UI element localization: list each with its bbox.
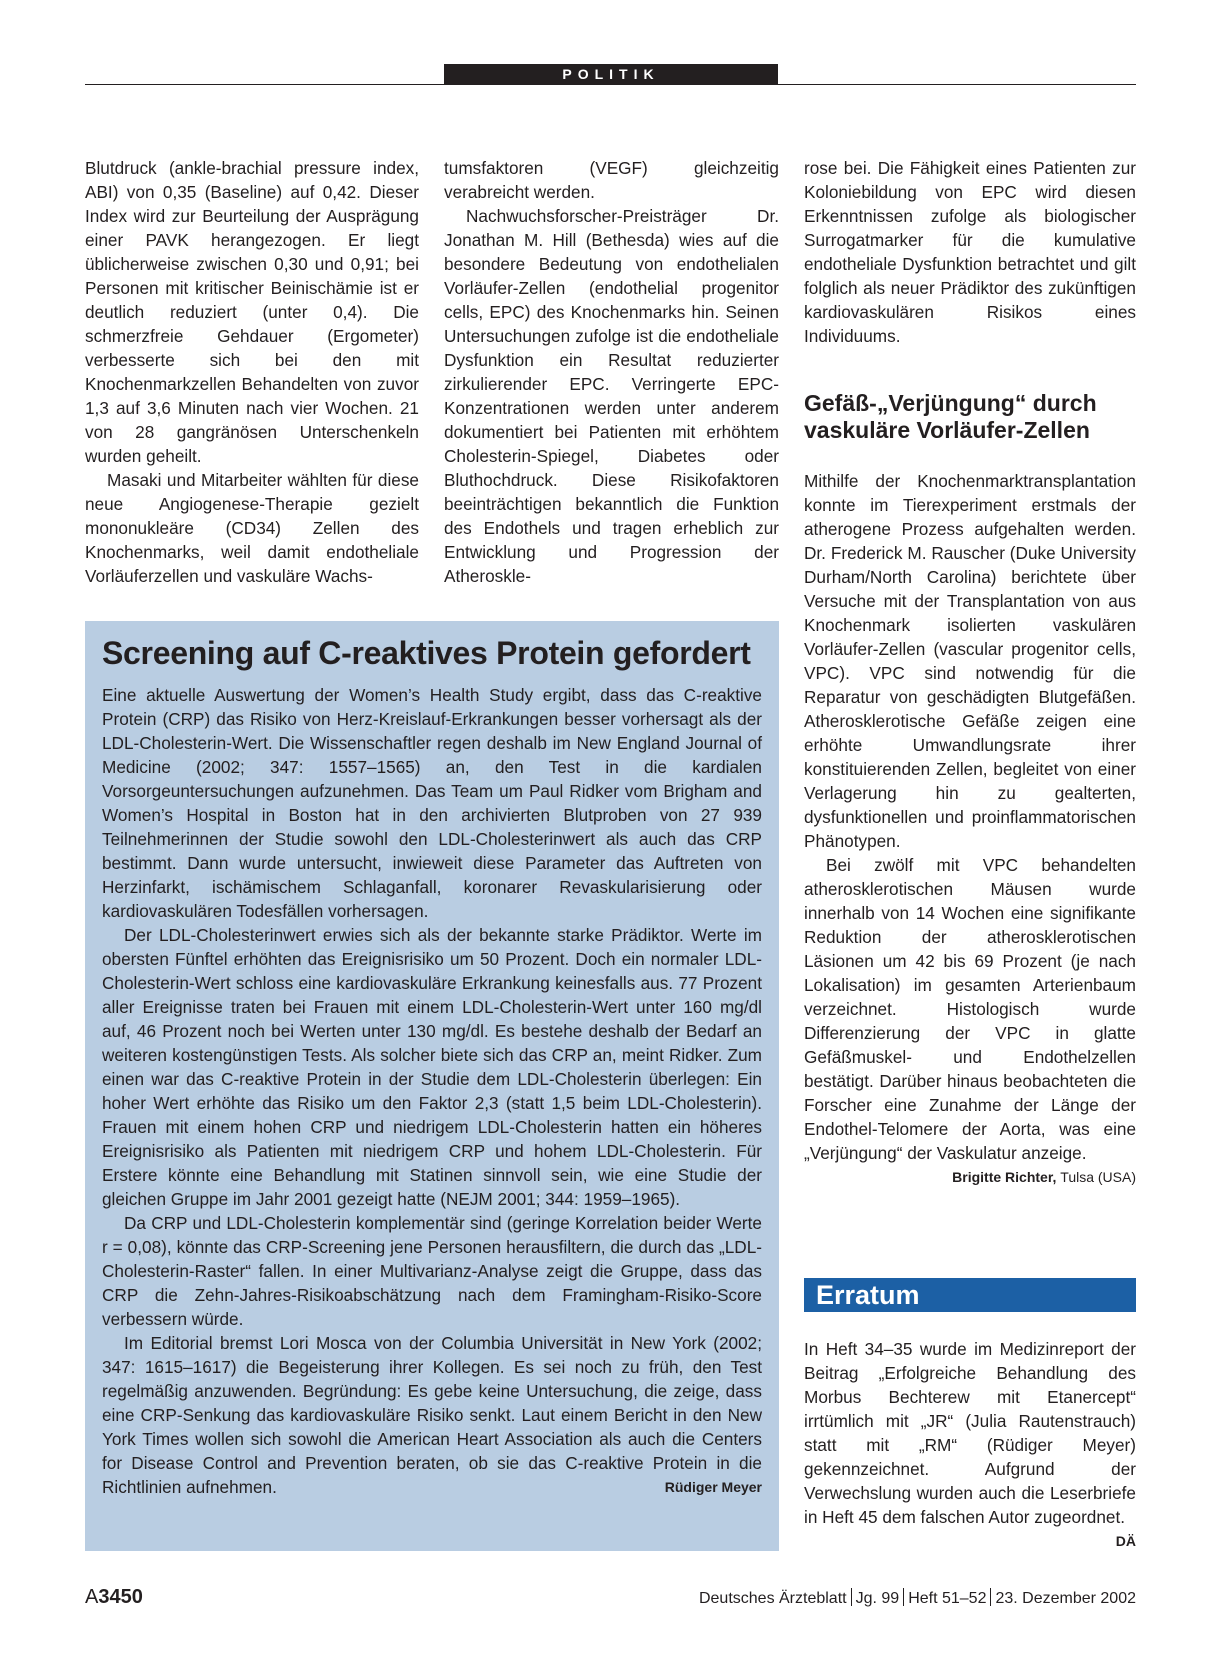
- article-column-3: [804, 156, 1136, 1189]
- volume: Jg. 99: [855, 1590, 900, 1607]
- author-signature: [930, 1165, 1136, 1189]
- box-title: Screening auf C-reaktives Protein gefordert: [102, 635, 751, 671]
- article-column-2: [444, 156, 779, 588]
- footer-meta: [699, 1588, 1136, 1608]
- paragraph: Eine aktuelle Auswertung der Women’s Health Study ergibt, dass das C-reaktive Protein (CRP) das Risiko von Herz-Kreislauf-Erkrankungen besser vorhersagt als der LDL-Cholesterin-Wert. Die Wissenschaftler regen deshalb im New England Journal of Medicine (2002; 347: 1557–1565) an, den Test in die kardialen Vorsorgeuntersuchungen aufzunehmen. Das Team um Paul Ridker vom Brigham and Women’s Hospital in Boston hat in den archivierten Blutproben von 27 939 Teilnehmerinnen der Studie sowohl den LDL-Cholesterinwert als auch das CRP bestimmt. Dann wurde untersucht, inwieweit diese Parameter das Auftreten von Herzinfarkt, ischämischem Schlaganfall, koronarer Revaskularisierung oder kardiovaskulären Todesfällen vorhersagen.: [102, 685, 762, 921]
- box-author: Rüdiger Meyer: [664, 1479, 762, 1495]
- author-name: Brigitte Richter,: [952, 1169, 1057, 1185]
- box-text: [102, 683, 762, 1499]
- page-prefix: A: [85, 1586, 99, 1608]
- paragraph: [102, 1331, 762, 1499]
- erratum-signature: DÄ: [1115, 1533, 1136, 1549]
- page-number-value: 3450: [98, 1586, 143, 1608]
- paragraph: [804, 853, 1136, 1185]
- paragraph: [804, 1337, 1136, 1549]
- paragraph-text: Bei zwölf mit VPC behandelten atherosklerotischen Mäusen wurde innerhalb von 14 Wochen eine signifikante Reduktion der atherosklerotischen Läsionen um 42 bis 69 Prozent (je nach Lokalisation) im gesamten Arterienbaum verzeichnet. Histologisch wurde Differenzierung der VPC in glatte Gefäßmuskel- und Endothelzellen bestätigt. Darüber hinaus beobachteten die Forscher eine Zunahme der Länge der Endothel-Telomere der Aorta, was eine „Verjüngung“ der Vaskulatur anzeige.: [804, 855, 1136, 1163]
- erratum-heading: Erratum: [804, 1278, 1136, 1312]
- paragraph-text: Im Editorial bremst Lori Mosca von der Columbia Universität in New York (2002; 347: 1615–1617) die Begeisterung ihrer Kollegen. Es sei noch zu früh, den Test regelmäßig anzuwenden. Begründung: Es gebe keine Untersuchung, die zeige, dass eine CRP-Senkung das kardiovaskuläre Risiko senkt. Laut einem Bericht in den New York Times wollen sich sowohl die American Heart Association als auch die Centers for Disease Control and Prevention beraten, ob sie das C-reaktive Protein in die Richtlinien aufnehmen.: [102, 1333, 762, 1497]
- article-column-1: [85, 156, 419, 588]
- divider: [903, 1588, 904, 1606]
- page-number: [85, 1586, 143, 1609]
- paragraph: Nachwuchsforscher-Preisträger Dr. Jonathan M. Hill (Bethesda) wies auf die besondere Bedeutung von endothelialen Vorläufer-Zellen (endothelial progenitor cells, EPC) des Knochenmarks hin. Seinen Untersuchungen zufolge ist die endotheliale Dysfunktion ein Resultat reduzierter zirkulierender EPC. Verringerte EPC-Konzentrationen werden unter anderem dokumentiert bei Patienten mit erhöhtem Cholesterin-Spiegel, Diabetes oder Bluthochdruck. Diese Risikofaktoren beeinträchtigen bekanntlich die Funktion des Endothels und tragen erheblich zur Entwicklung und Progression der Atheroskle-: [444, 206, 779, 586]
- paragraph: Masaki und Mitarbeiter wählten für diese neue Angiogenese-Therapie gezielt mononukleäre (CD34) Zellen des Knochenmarks, weil damit endotheliale Vorläuferzellen und vaskuläre Wachs-: [85, 470, 419, 586]
- paragraph: tumsfaktoren (VEGF) gleichzeitig verabreicht werden.: [444, 158, 779, 202]
- issue: Heft 51–52: [908, 1590, 987, 1607]
- divider: [851, 1588, 852, 1606]
- paragraph: Blutdruck (ankle-brachial pressure index, ABI) von 0,35 (Baseline) auf 0,42. Dieser Index wird zur Beurteilung der Ausprägung einer PAVK herangezogen. Er liegt üblicherweise zwischen 0,30 und 0,91; bei Personen mit kritischer Beinischämie ist er deutlich reduziert (unter 0,4). Die schmerzfreie Gehdauer (Ergometer) verbesserte sich bei den mit Knochenmarkzellen Behandelten von zuvor 1,3 auf 3,6 Minuten nach vier Wochen. 21 von 28 gangränösen Unterschenkeln wurden geheilt.: [85, 158, 419, 466]
- erratum-body: [804, 1337, 1136, 1553]
- crp-info-box: [85, 621, 779, 1551]
- date: 23. Dezember 2002: [995, 1590, 1136, 1607]
- paragraph: Mithilfe der Knochenmarktransplantation konnte im Tierexperiment erstmals der atherogene Prozess aufgehalten werden. Dr. Frederick M. Rauscher (Duke University Durham/North Carolina) berichtete über Versuche mit der Transplantation von aus Knochenmark isolierten vaskulären Vorläufer-Zellen (vascular progenitor cells, VPC). VPC sind notwendig für die Reparatur von geschädigten Blutgefäßen. Atherosklerotische Gefäße zeigen eine erhöhte Umwandlungsrate ihrer konstituierenden Zellen, begleitet von einer Verlagerung hin zu gealterten, dysfunktionellen und proinflammatorischen Phänotypen.: [804, 471, 1136, 851]
- section-tag: POLITIK: [444, 64, 778, 85]
- subheading: Gefäß-„Verjüngung“ durch vaskuläre Vorläufer-Zellen: [804, 390, 1097, 443]
- divider: [990, 1588, 991, 1606]
- paragraph: Da CRP und LDL-Cholesterin komplementär sind (geringe Korrelation beider Werte r = 0,08), könnte das CRP-Screening jene Personen herausfiltern, die durch das „LDL-Cholesterin-Raster“ fallen. In einer Multivarianz-Analyse zeigt die Gruppe, dass das CRP die Zehn-Jahres-Risikoabschätzung nach dem Framingham-Risiko-Score verbessern würde.: [102, 1213, 762, 1329]
- paragraph: rose bei. Die Fähigkeit eines Patienten zur Koloniebildung von EPC wird diesen Erkenntnissen zufolge als biologischer Surrogatmarker für die kumulative endotheliale Dysfunktion betrachtet und gilt folglich als neuer Prädiktor des zukünftigen kardiovaskulären Risikos eines Individuums.: [804, 158, 1136, 346]
- paragraph: Der LDL-Cholesterinwert erwies sich als der bekannte starke Prädiktor. Werte im obersten Fünftel erhöhten das Ereignisrisiko um 50 Prozent. Doch ein normaler LDL-Cholesterin-Wert schloss eine kardiovaskuläre Erkrankung keinesfalls aus. 77 Prozent aller Ereignisse traten bei Frauen mit einem LDL-Cholesterin-Wert unter 160 mg/dl auf, 46 Prozent noch bei Werten unter 130 mg/dl. Es bestehe deshalb der Bedarf an weiteren kostengünstigen Tests. Als solcher biete sich das CRP an, meint Ridker. Zum einen war das C-reaktive Protein in der Studie dem LDL-Cholesterin überlegen: Ein hoher Wert erhöhte das Risiko um den Faktor 2,3 (statt 1,5 beim LDL-Cholesterin). Frauen mit einem hohen CRP und niedrigem LDL-Cholesterin hatten ein höheres Ereignisrisiko als Patienten mit niedrigem CRP und hohem LDL-Cholesterin. Für Erstere könnte eine Behandlung mit Statinen sinnvoll sein, wie eine Studie der gleichen Gruppe im Jahr 2001 gezeigt hatte (NEJM 2001; 344: 1959–1965).: [102, 925, 762, 1209]
- paragraph-text: In Heft 34–35 wurde im Medizinreport der Beitrag „Erfolgreiche Behandlung des Morbus Bechterew mit Etanercept“ irrtümlich mit „JR“ (Julia Rautenstrauch) statt mit „RM“ (Rüdiger Meyer) gekennzeichnet. Aufgrund der Verwechslung wurden auch die Leserbriefe in Heft 45 dem falschen Autor zugeordnet.: [804, 1339, 1136, 1527]
- author-location: Tulsa (USA): [1060, 1169, 1136, 1185]
- journal-name: Deutsches Ärzteblatt: [698, 1590, 847, 1607]
